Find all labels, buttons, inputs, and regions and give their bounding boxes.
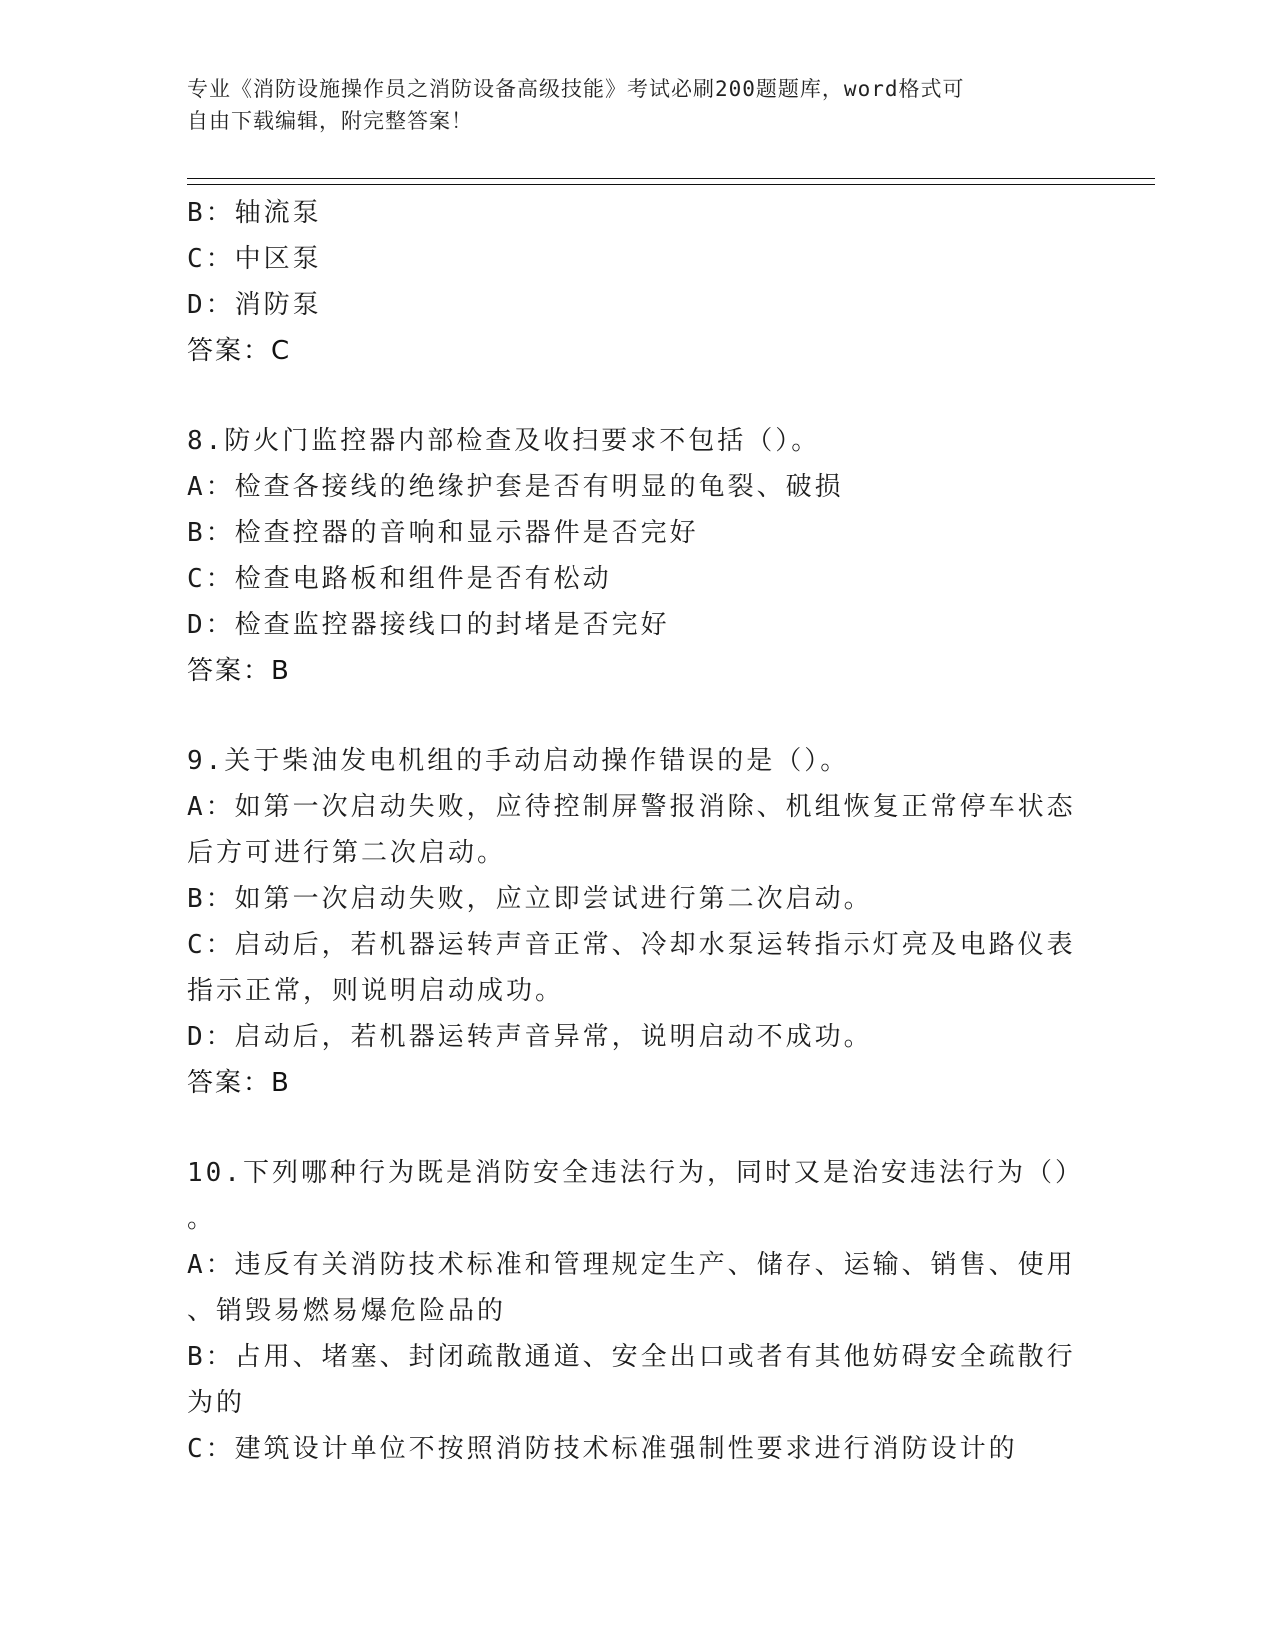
option-c: C：启动后，若机器运转声音正常、冷却水泵运转指示灯亮及电路仪表 bbox=[187, 930, 1076, 960]
option-a-continued: 后方可进行第二次启动。 bbox=[187, 838, 507, 868]
option-b: B：检查控器的音响和显示器件是否完好 bbox=[187, 518, 699, 548]
question-10-block bbox=[187, 1150, 1087, 1472]
question-text-continued: 。 bbox=[187, 1204, 217, 1234]
question-9-block bbox=[187, 738, 1087, 1106]
option-d: D：检查监控器接线口的封堵是否完好 bbox=[187, 610, 670, 640]
option-d: D：启动后，若机器运转声音异常，说明启动不成功。 bbox=[187, 1022, 873, 1052]
option-c: C：检查电路板和组件是否有松动 bbox=[187, 564, 612, 594]
header-divider-bottom bbox=[187, 184, 1155, 185]
header-line-2: 自由下载编辑，附完整答案！ bbox=[187, 109, 473, 133]
option-c: C：中区泵 bbox=[187, 244, 322, 274]
answer-line: 答案：B bbox=[187, 1068, 291, 1098]
question-content bbox=[187, 190, 1087, 1472]
question-7-block bbox=[187, 190, 1087, 374]
answer-line: 答案：B bbox=[187, 656, 291, 686]
option-c: C：建筑设计单位不按照消防技术标准强制性要求进行消防设计的 bbox=[187, 1434, 1018, 1464]
option-a-continued: 、销毁易燃易爆危险品的 bbox=[187, 1296, 507, 1326]
option-a: A：检查各接线的绝缘护套是否有明显的龟裂、破损 bbox=[187, 472, 844, 502]
option-b: B：占用、堵塞、封闭疏散通道、安全出口或者有其他妨碍安全疏散行 bbox=[187, 1342, 1076, 1372]
question-8-block bbox=[187, 418, 1087, 694]
header-divider-top bbox=[187, 178, 1155, 179]
option-b-continued: 为的 bbox=[187, 1388, 246, 1418]
option-a: A：违反有关消防技术标准和管理规定生产、储存、运输、销售、使用 bbox=[187, 1250, 1076, 1280]
header-line-1: 专业《消防设施操作员之消防设备高级技能》考试必刷200题题库，word格式可 bbox=[187, 77, 965, 101]
question-text: 8.防火门监控器内部检查及收扫要求不包括（）。 bbox=[187, 426, 821, 456]
option-d: D：消防泵 bbox=[187, 290, 322, 320]
option-a: A：如第一次启动失败，应待控制屏警报消除、机组恢复正常停车状态 bbox=[187, 792, 1076, 822]
answer-line: 答案：C bbox=[187, 336, 292, 366]
option-b: B：轴流泵 bbox=[187, 198, 322, 228]
question-text: 9.关于柴油发电机组的手动启动操作错误的是（）。 bbox=[187, 746, 850, 776]
option-b: B：如第一次启动失败，应立即尝试进行第二次启动。 bbox=[187, 884, 873, 914]
option-c-continued: 指示正常，则说明启动成功。 bbox=[187, 976, 565, 1006]
question-text: 10.下列哪种行为既是消防安全违法行为，同时又是治安违法行为（） bbox=[187, 1158, 1084, 1188]
document-header bbox=[187, 73, 1067, 137]
